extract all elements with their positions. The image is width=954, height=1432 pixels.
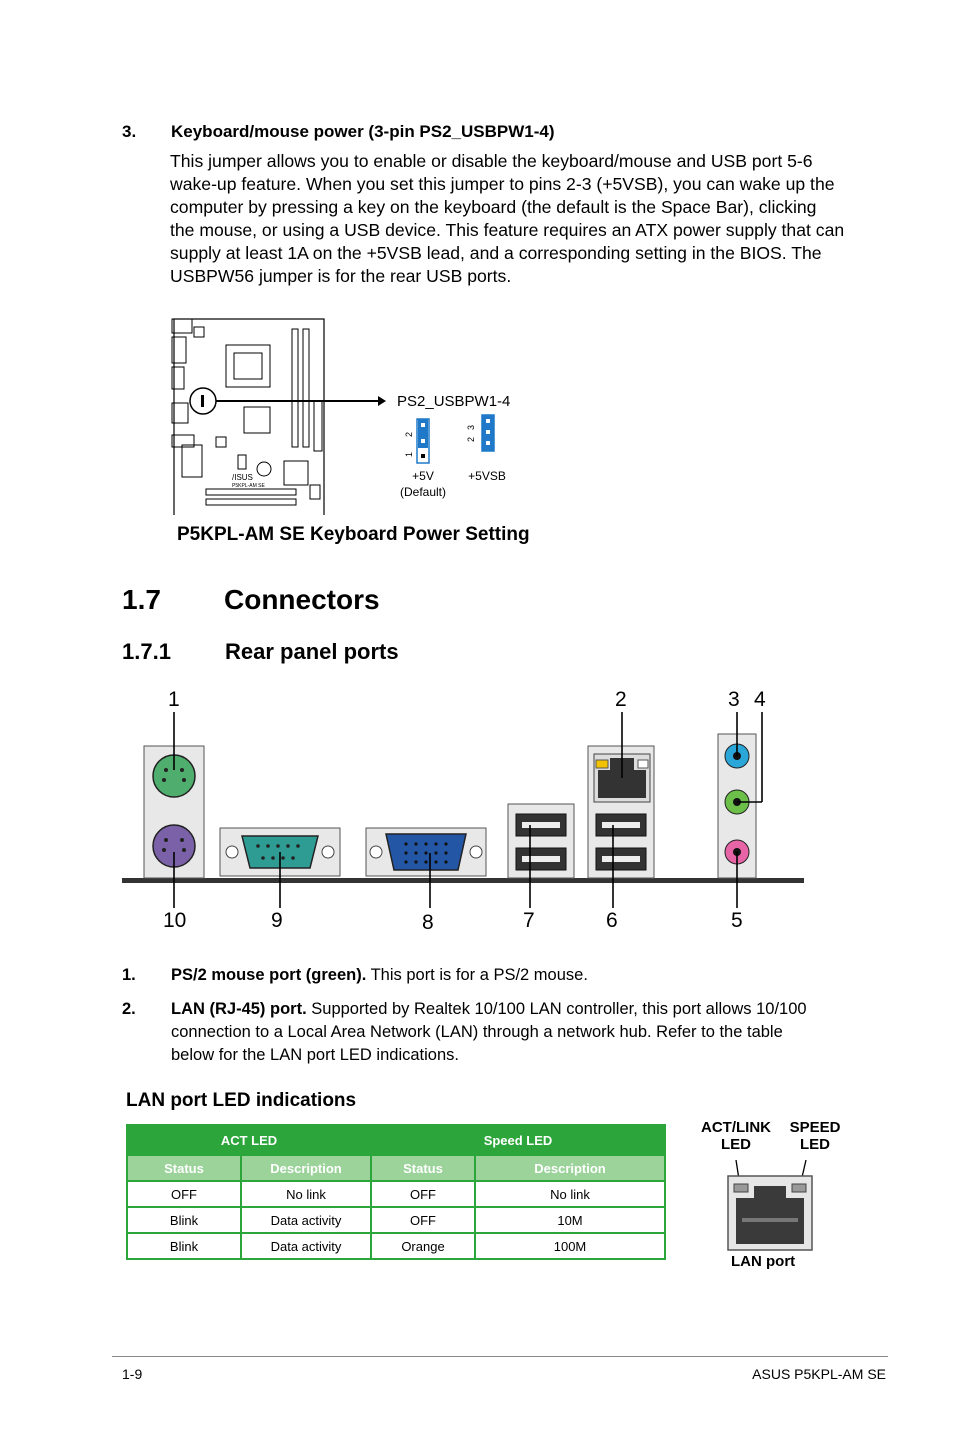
label-line: LED [800,1136,830,1153]
board-brand: /ISUS [232,473,253,482]
speed-led-header: Speed LED [372,1126,664,1154]
label-5vsb: +5VSB [468,469,506,483]
led-table [126,1124,666,1260]
callout-9: 9 [271,909,283,932]
table-cell: OFF [372,1208,474,1232]
callout-10: 10 [163,909,187,932]
section-heading [122,584,161,616]
act-link-led-label [700,1119,772,1153]
text-line: computer by pressing a key on the keyboard (the default is the Space Bar), clicking [170,197,817,217]
jumper-setting-5vsb [466,415,506,483]
figure-caption: P5KPL-AM SE Keyboard Power Setting [177,524,530,545]
callout-1: 1 [168,688,180,711]
vga-port [366,828,486,876]
speed-led-label [786,1119,844,1153]
item-description [170,150,860,288]
board-model: P5KPL-AM SE [232,483,265,489]
callout-8: 8 [422,911,434,934]
table-cell: OFF [372,1182,474,1206]
text-line: wake-up feature. When you set this jumper to pins 2-3 (+5VSB), you can wake up the [170,174,835,194]
item-title: Keyboard/mouse power (3-pin PS2_USBPW1-4) [171,122,555,141]
section-title: Connectors [224,584,380,615]
pin-label: 2 [404,431,414,437]
pin-label: 3 [466,424,476,430]
list-item [171,964,851,987]
led-table-heading: LAN port LED indications [126,1090,357,1111]
table-cell: OFF [128,1182,240,1206]
list-number: 1. [122,966,136,984]
column-header: Status [372,1156,474,1180]
table-cell: 100M [476,1234,664,1258]
table-row [128,1208,664,1232]
act-led-header: ACT LED [128,1126,370,1154]
list-item-title: PS/2 mouse port (green). [171,966,367,984]
text-line: USBPW56 jumper is for the rear USB ports. [170,266,512,286]
subsection-number: 1.7.1 [122,639,171,664]
column-header: Status [128,1156,240,1180]
list-item-text: Supported by Realtek 10/100 LAN controller, this port allows 10/100 [306,1000,807,1018]
callout-4: 4 [754,688,766,711]
jumper-setting-default [400,419,446,499]
item-number: 3. [122,122,137,141]
motherboard-jumper-diagram [160,315,620,515]
label-line: LED [721,1136,751,1153]
label-default: (Default) [399,485,447,499]
text-line: the mouse, or using a USB device. This feature requires an ATX power supply that can [170,220,845,240]
callout-2: 2 [615,688,627,711]
text-line: supply at least 1A on the +5VSB lead, and a corresponding setting in the BIOS. The [170,243,822,263]
table-cell: Orange [372,1234,474,1258]
footer-divider [112,1356,888,1357]
text-line: This jumper allows you to enable or disable the keyboard/mouse and USB port 5-6 [170,151,813,171]
text-line: connection to a Local Area Network (LAN) through a network hub. Refer to the table [171,1023,783,1041]
list-item-text: This port is for a PS/2 mouse. [366,966,588,984]
table-cell: Data activity [242,1208,370,1232]
table-row [128,1182,664,1206]
lan-port-diagram [726,1160,818,1254]
callout-3: 3 [728,688,740,711]
list-item-title: LAN (RJ-45) port. [171,1000,307,1018]
table-cell: Data activity [242,1234,370,1258]
motherboard-outline [172,319,324,515]
label-line: ACT/LINK [701,1119,771,1136]
lan-port-label: LAN port [731,1253,796,1270]
table-cell: Blink [128,1234,240,1258]
column-header: Description [476,1156,664,1180]
connector-label: PS2_USBPW1-4 [397,393,511,410]
jumper-mini [201,395,204,407]
subsection-title: Rear panel ports [225,639,399,664]
usb-ports-1 [508,804,574,878]
table-row [128,1234,664,1258]
page-number: 1-9 [122,1366,143,1382]
pin-label: 1 [404,451,414,457]
list-item [171,998,861,1067]
table-cell: No link [476,1182,664,1206]
column-header: Description [242,1156,370,1180]
label-5v: +5V [412,469,434,483]
text-line: below for the LAN port LED indications. [171,1046,459,1064]
callout-5: 5 [731,909,743,932]
section-number: 1.7 [122,584,161,615]
pin-label: 2 [466,436,476,442]
pointer-arrow [378,396,386,406]
lan-usb-stack [588,746,654,878]
panel-baseline [122,878,804,883]
table-cell: 10M [476,1208,664,1232]
callout-6: 6 [606,909,618,932]
label-line: SPEED [789,1119,841,1136]
table-cell: No link [242,1182,370,1206]
list-number: 2. [122,1000,136,1018]
rear-panel-diagram [110,712,810,912]
table-cell: Blink [128,1208,240,1232]
callout-7: 7 [523,909,535,932]
footer-title: ASUS P5KPL-AM SE [752,1366,886,1382]
